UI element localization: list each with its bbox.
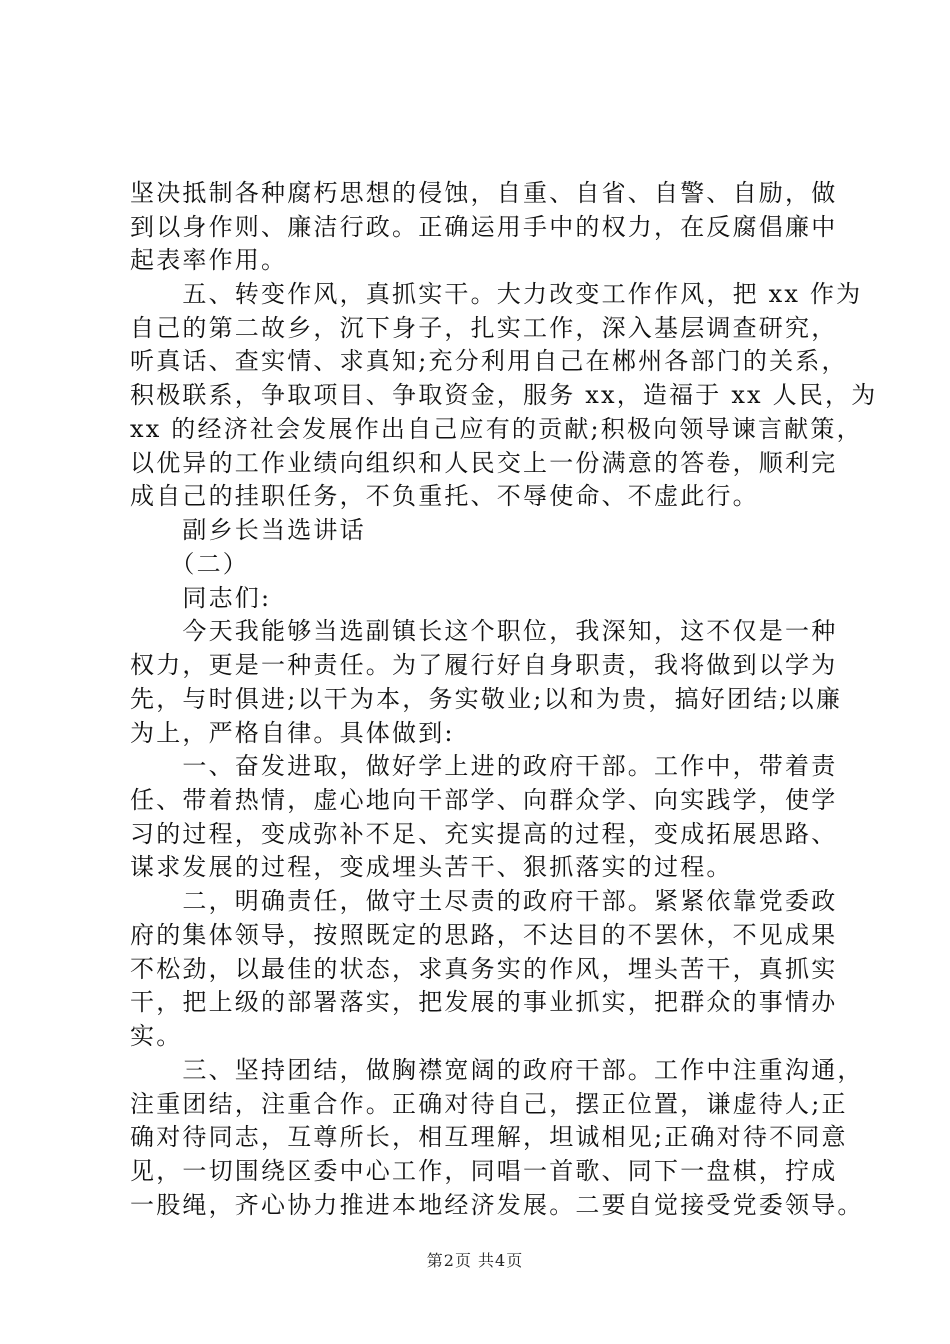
- text-line: xx 的经济社会发展作出自己应有的贡献;积极向领导谏言献策，: [130, 415, 863, 443]
- text-line: 任、带着热情，虚心地向干部学、向群众学、向实践学，使学: [130, 786, 838, 814]
- section-number: （二）: [130, 550, 249, 578]
- text-line: 习的过程，变成弥补不足、充实提高的过程，变成拓展思路、: [130, 820, 838, 848]
- text-line: 三、坚持团结，做胸襟宽阔的政府干部。工作中注重沟通，: [130, 1056, 864, 1084]
- text-line: 见，一切围绕区委中心工作，同唱一首歌、同下一盘棋，拧成: [130, 1157, 838, 1185]
- text-line: 积极联系，争取项目、争取资金，服务 xx，造福于 xx 人民，为: [130, 381, 878, 409]
- text-line: 府的集体领导，按照既定的思路，不达目的不罢休，不见成果: [130, 921, 838, 949]
- text-line: 实。: [130, 1022, 183, 1050]
- text-line: 坚决抵制各种腐朽思想的侵蚀，自重、自省、自警、自励，做: [130, 179, 838, 207]
- text-line: 自己的第二故乡，沉下身子，扎实工作，深入基层调查研究，: [130, 314, 838, 342]
- section-heading: 副乡长当选讲话: [130, 516, 366, 544]
- text-line: 到以身作则、廉洁行政。正确运用手中的权力，在反腐倡廉中: [130, 213, 838, 241]
- text-line: 一股绳，齐心协力推进本地经济发展。二要自觉接受党委领导。: [130, 1191, 864, 1219]
- text-line: 谋求发展的过程，变成埋头苦干、狠抓落实的过程。: [130, 853, 733, 881]
- text-line: 为上，严格自律。具体做到:: [130, 719, 455, 747]
- text-line: 权力，更是一种责任。为了履行好自身职责，我将做到以学为: [130, 651, 838, 679]
- text-line: 成自己的挂职任务，不负重托、不辱使命、不虚此行。: [130, 482, 759, 510]
- text-line: 以优异的工作业绩向组织和人民交上一份满意的答卷，顺利完: [130, 449, 838, 477]
- text-line: 一、奋发进取，做好学上进的政府干部。工作中，带着责: [130, 752, 838, 780]
- text-line: 干，把上级的部署落实，把发展的事业抓实，把群众的事情办: [130, 988, 838, 1016]
- page-footer: 第2页 共4页: [426, 1251, 524, 1270]
- salutation: 同志们:: [130, 584, 272, 612]
- text-line: 五、转变作风，真抓实干。大力改变工作作风，把 xx 作为: [130, 280, 863, 308]
- text-line: 听真话、查实情、求真知;充分利用自己在郴州各部门的关系，: [130, 347, 848, 375]
- text-line: 二，明确责任，做守土尽责的政府干部。紧紧依靠党委政: [130, 887, 838, 915]
- text-line: 今天我能够当选副镇长这个职位，我深知，这不仅是一种: [130, 617, 838, 645]
- text-line: 注重团结，注重合作。正确对待自己，摆正位置，谦虚待人;正: [130, 1090, 848, 1118]
- text-line: 先，与时俱进;以干为本，务实敬业;以和为贵，搞好团结;以廉: [130, 685, 843, 713]
- text-line: 起表率作用。: [130, 246, 288, 274]
- text-line: 不松劲，以最佳的状态，求真务实的作风，埋头苦干，真抓实: [130, 955, 838, 983]
- text-line: 确对待同志，互尊所长，相互理解，坦诚相见;正确对待不同意: [130, 1123, 848, 1151]
